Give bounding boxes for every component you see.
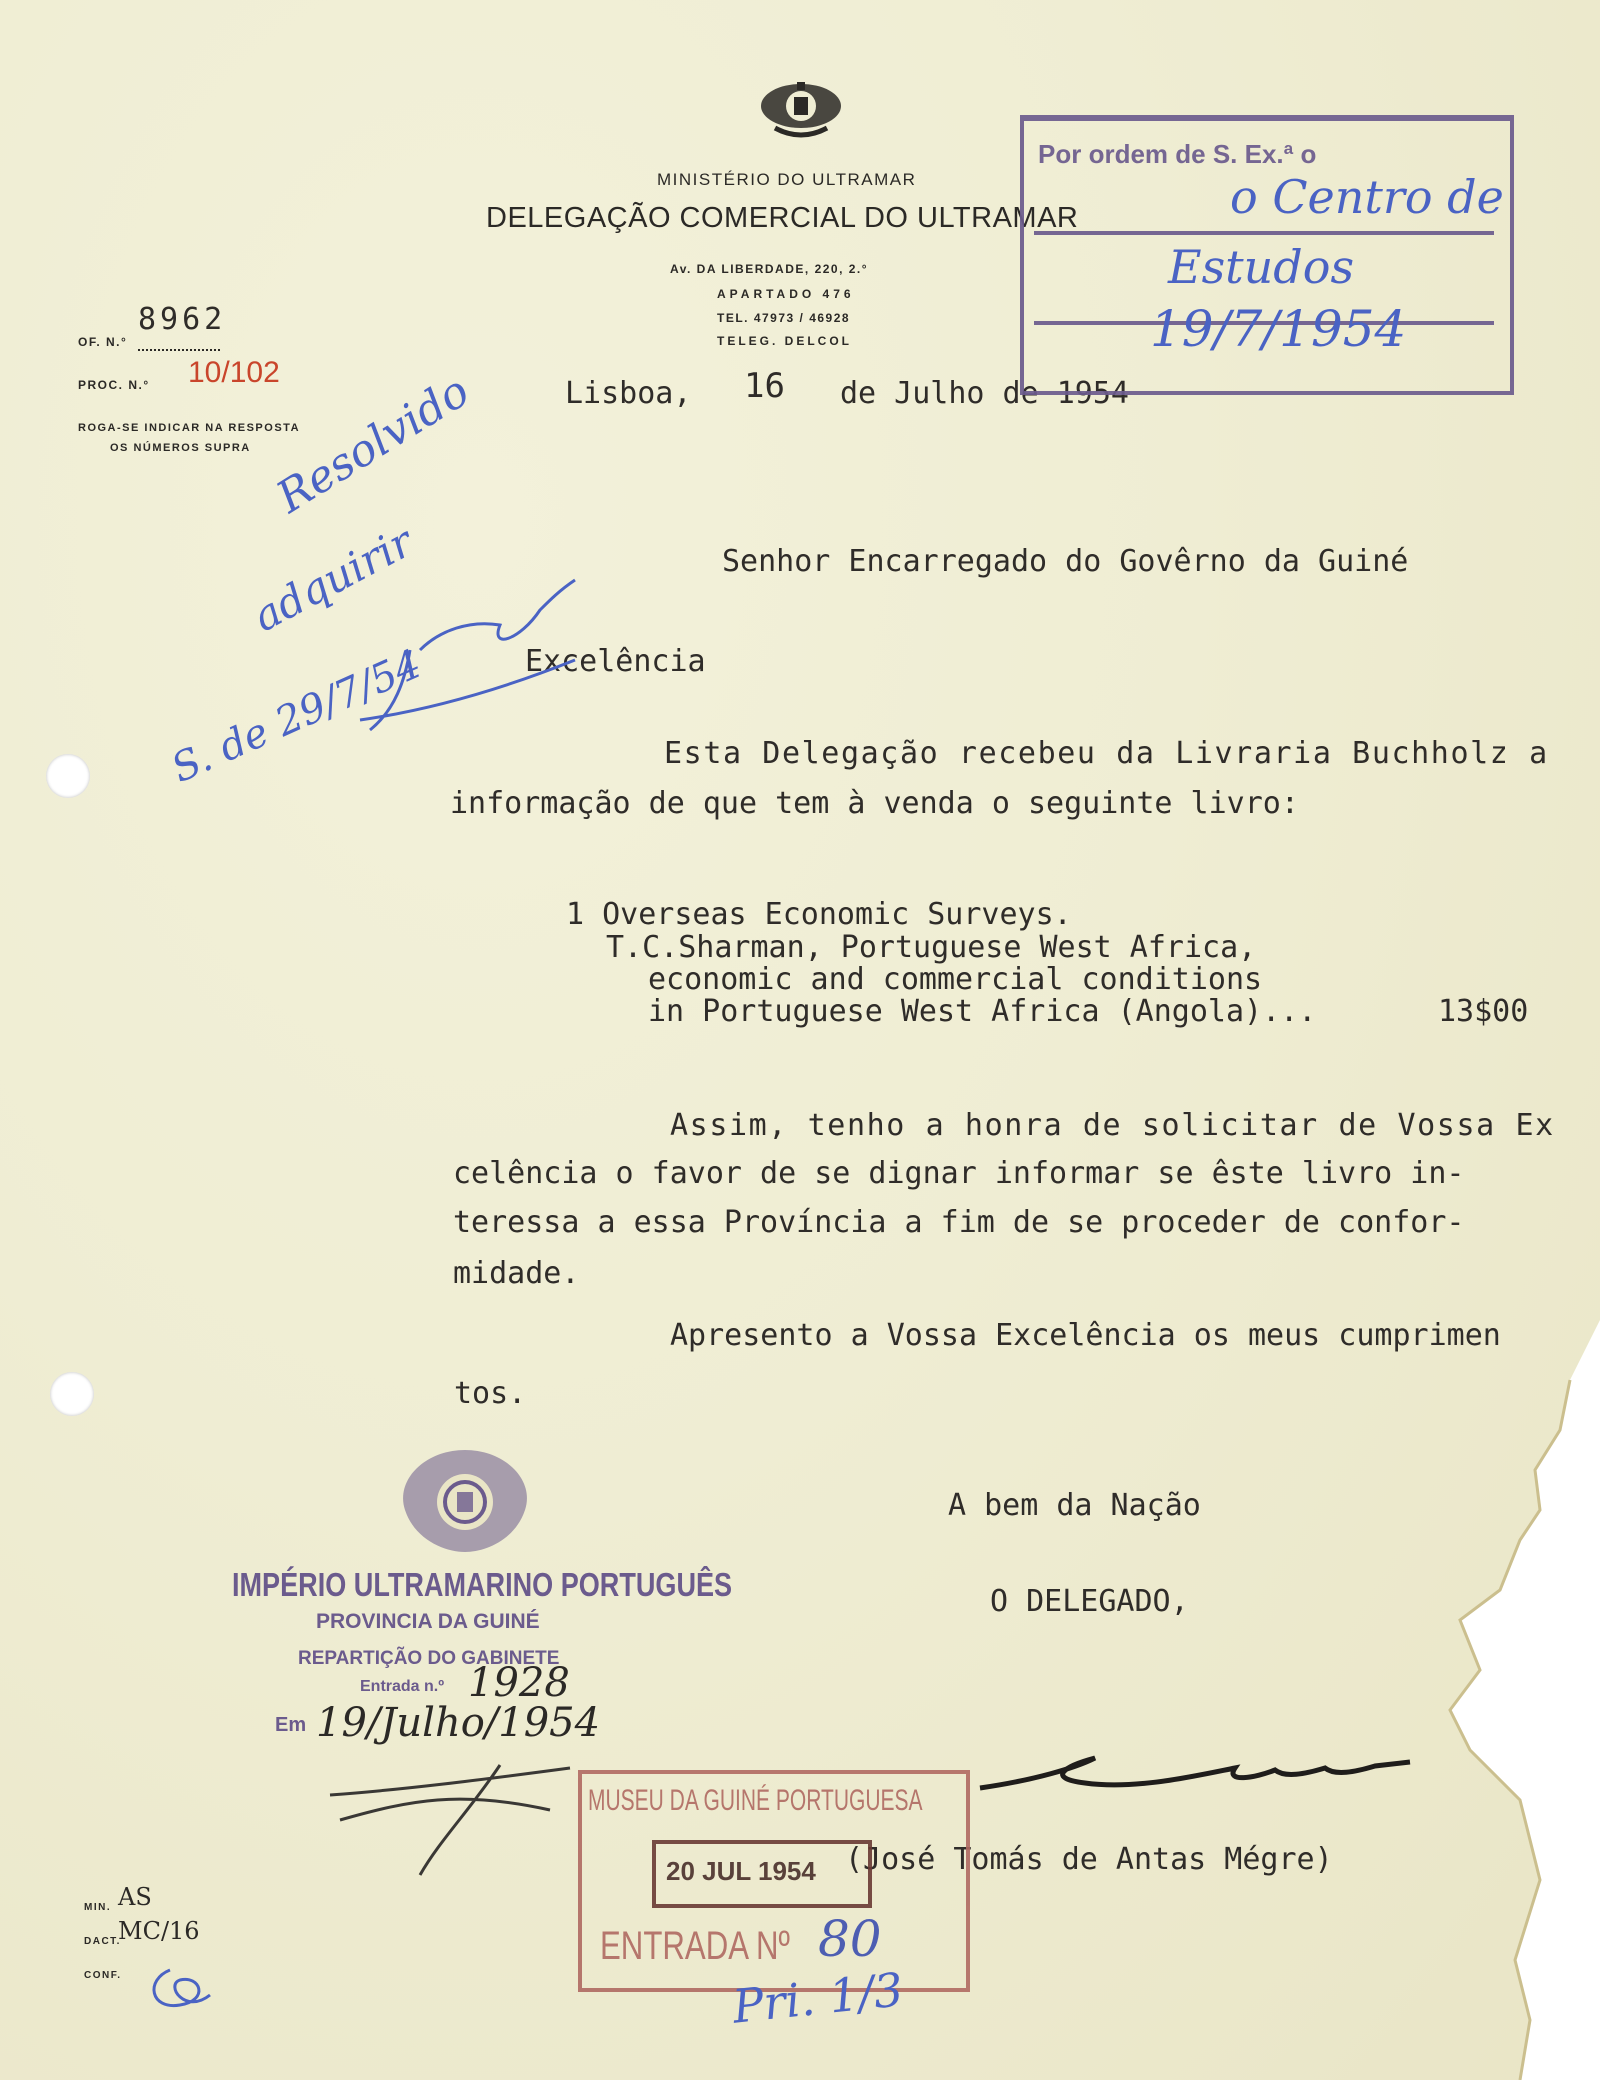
reference-note-line1: ROGA-SE INDICAR NA RESPOSTA — [78, 422, 301, 434]
marginal-note-line3: S. de 29/7/54 — [165, 641, 429, 793]
phone-line: TEL. 47973 / 46928 — [717, 311, 851, 325]
proc-number-value: 10/102 — [188, 356, 280, 389]
of-number-dotted-line — [138, 349, 220, 351]
body-p3-line2: tos. — [454, 1376, 527, 1411]
address-line: Av. DA LIBERDADE, 220, 2.° — [670, 262, 869, 276]
museu-stamp — [578, 1770, 970, 1992]
coat-of-arms-emblem — [755, 72, 847, 142]
punch-hole-upper — [46, 754, 90, 798]
imperio-stamp-line1: IMPÉRIO ULTRAMARINO PORTUGUÊS — [232, 1566, 733, 1603]
punch-hole-lower — [50, 1372, 94, 1416]
closing-line2: O DELEGADO, — [990, 1584, 1189, 1619]
imperio-cross-out-scribble — [320, 1750, 580, 1880]
body-p3-line1: Apresento a Vossa Excelência os meus cumprimen — [670, 1318, 1501, 1353]
proc-number-label: PROC. N.° — [78, 378, 150, 392]
museu-entrada-value: 80 — [818, 1910, 882, 1968]
dact-value: MC/16 — [118, 1917, 200, 1945]
imperio-em-label: Em — [275, 1714, 307, 1736]
book-item-line1: 1 Overseas Economic Surveys. — [566, 897, 1072, 932]
body-p1-line1: Esta Delegação recebeu da Livraria Buchholz a — [664, 736, 1549, 771]
imperio-stamp-line3: REPARTIÇÃO DO GABINETE — [298, 1648, 560, 1669]
of-number-label: OF. N.° — [78, 335, 128, 349]
po-box-line: APARTADO 476 — [717, 287, 855, 301]
delegation-heading: DELEGAÇÃO COMERCIAL DO ULTRAMAR — [486, 202, 1079, 234]
ministry-heading: MINISTÉRIO DO ULTRAMAR — [657, 170, 917, 189]
min-value: AS — [118, 1883, 152, 1911]
reference-note-line2: OS NÚMEROS SUPRA — [110, 442, 251, 454]
of-number-value: 8962 — [138, 302, 227, 337]
conf-initials-scribble — [140, 1960, 230, 2020]
body-p1-line2: informação de que tem à venda o seguinte livro: — [450, 786, 1299, 821]
body-p2-line3: teressa a essa Província a fim de se proceder de confor- — [453, 1205, 1465, 1240]
top-right-hand-line1: o Centro de — [1230, 170, 1504, 224]
salutation: Excelência — [525, 644, 706, 679]
body-p2-line2: celência o favor de se dignar informar se êste livro in- — [453, 1156, 1465, 1191]
museu-stamp-date: 20 JUL 1954 — [666, 1856, 816, 1886]
marginal-note-line1: Resolvido — [268, 365, 479, 524]
bottom-hand-note: Pri. 1/3 — [730, 1962, 906, 2034]
min-label: MIN. — [84, 1902, 112, 1913]
imperio-entrada-label: Entrada n.º — [360, 1678, 445, 1695]
museu-stamp-title: MUSEU DA GUINÉ PORTUGUESA — [588, 1784, 923, 1817]
book-item-price: 13$00 — [1438, 994, 1529, 1029]
torn-edge — [1220, 1320, 1600, 2080]
date-place: Lisboa, — [565, 376, 692, 411]
addressee: Senhor Encarregado do Govêrno da Guiné — [722, 544, 1409, 579]
imperio-em-value: 19/Julho/1954 — [316, 1700, 601, 1746]
top-right-stamp-rule1 — [1034, 231, 1494, 235]
museu-entrada-label: ENTRADA Nº — [600, 1924, 790, 1968]
date-month-year: de Julho de 1954 — [840, 376, 1129, 411]
imperio-stamp-line2: PROVINCIA DA GUINÉ — [316, 1610, 540, 1633]
delegate-name: (José Tomás de Antas Mégre) — [845, 1842, 1333, 1877]
marginal-note-line2: adquirir — [245, 516, 421, 642]
body-p2-line1: Assim, tenho a honra de solicitar de Vossa Ex — [670, 1108, 1555, 1143]
book-item-line4: in Portuguese West Africa (Angola)... — [648, 994, 1317, 1029]
top-right-hand-date: 19/7/1954 — [1150, 300, 1407, 358]
imperio-entrada-value: 1928 — [468, 1660, 570, 1706]
museu-stamp-date-box — [652, 1840, 872, 1908]
book-item-line2: T.C.Sharman, Portuguese West Africa, — [606, 930, 1257, 965]
closing-line1: A bem da Nação — [948, 1488, 1201, 1523]
conf-label: CONF. — [84, 1970, 122, 1981]
dact-label: DACT. — [84, 1936, 121, 1947]
imperio-emblem — [385, 1440, 545, 1560]
signature — [975, 1738, 1415, 1818]
telegraph-line: TELEG. DELCOL — [717, 334, 852, 348]
marginal-note-initials — [350, 570, 590, 740]
top-right-stamp-heading: Por ordem de S. Ex.ª o — [1038, 139, 1317, 169]
body-p2-line4: midade. — [453, 1256, 580, 1291]
top-right-hand-line2: Estudos — [1168, 240, 1355, 294]
book-item-line3: economic and commercial conditions — [648, 962, 1263, 997]
date-day: 16 — [744, 366, 785, 406]
